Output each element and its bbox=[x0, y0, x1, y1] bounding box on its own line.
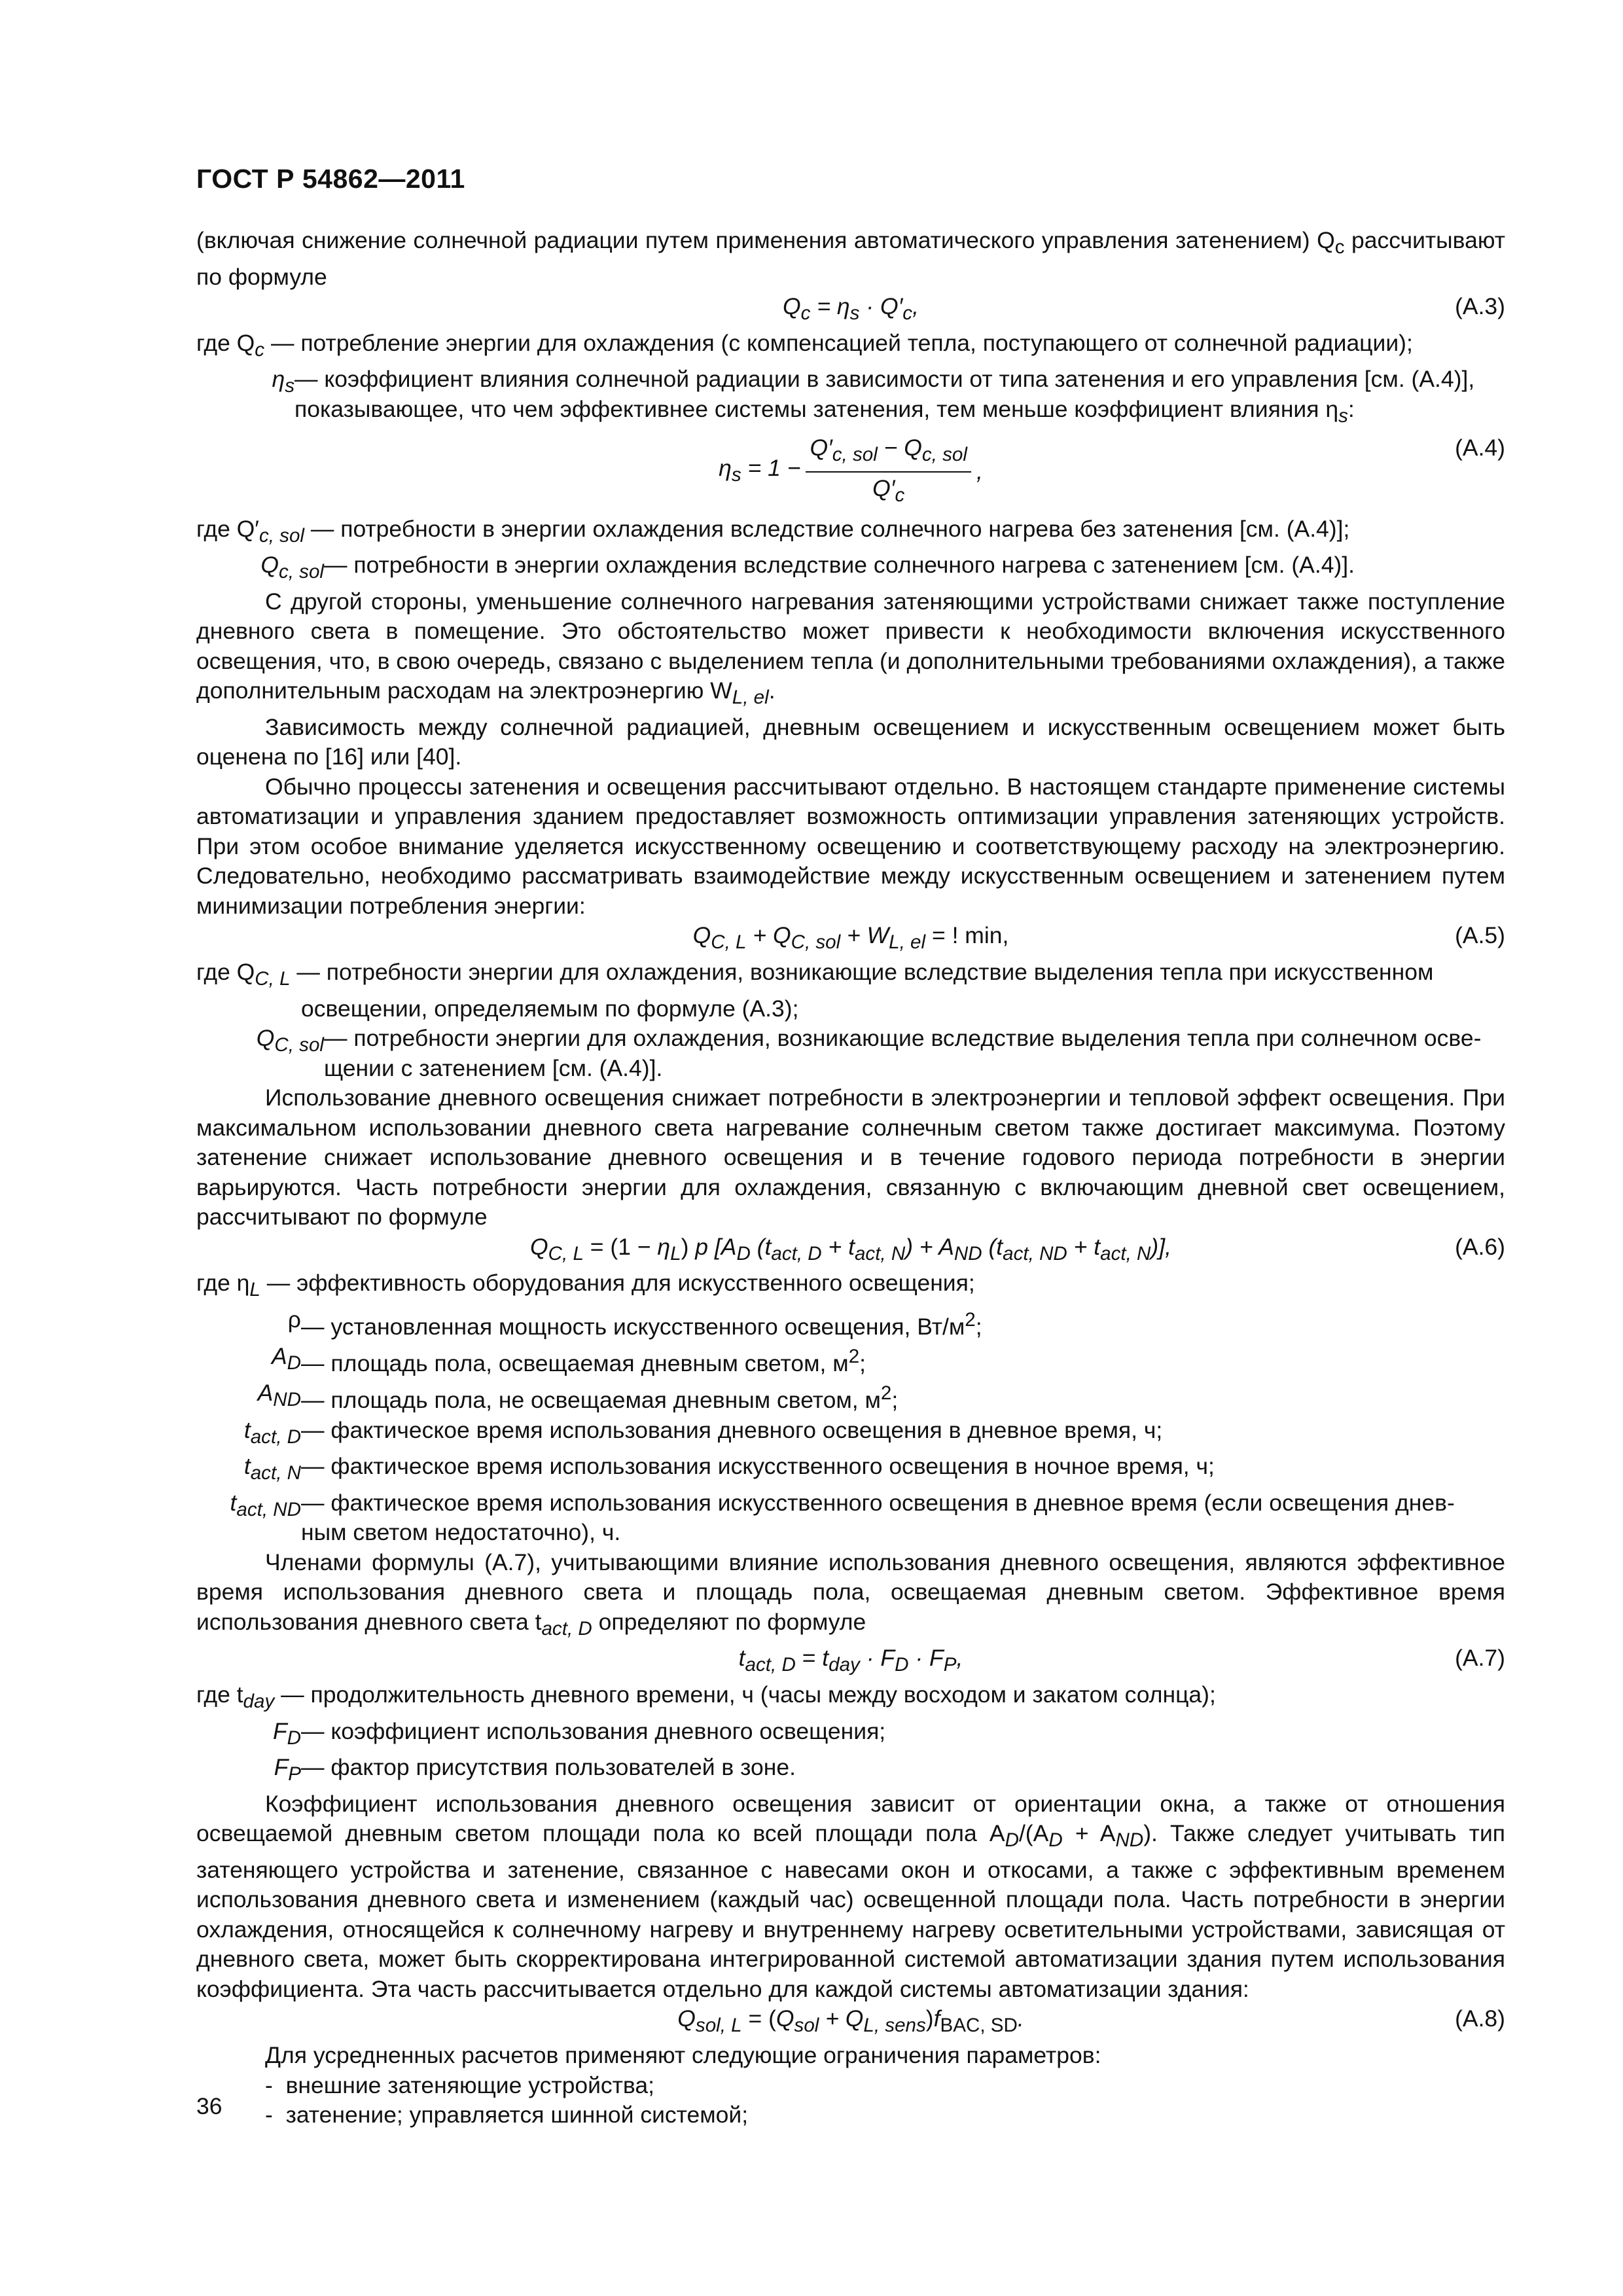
definition: где $Q_{C, L}$ — потребности энергии для охлаждения, возникающие вследствие выделения тепла при искусственном освещении, определяемым по формуле (А.3); bbox=[196, 958, 1434, 1022]
formula-a3: $Q_c = \eta_s \cdot Q'_c$, (А.3) bbox=[783, 293, 1505, 325]
formula-a6: $Q_{C, L} = (1 - \eta_L)$ p [$A_D$ $(t_{act, D} + t_{act, N}) + A_{ND}$ $(t_{act, ND} + t_{act, N})$], (А.6) bbox=[530, 1233, 1505, 1265]
definition: где $t_{day}$ — продолжительность дневного времени, ч (часы между восходом и закатом солнца); bbox=[196, 1681, 1216, 1713]
paragraph: Обычно процессы затенения и освещения рассчитывают отдельно. В настоящем стандарте применение системы автоматизации и управления зданием предоставляет возможность оптимизации управления затеняющих устройств. При этом особое внимание уделяется искусственному освещению и соответствующему расходу на электроэнергию. Следовательно, необходимо рассматривать взаимодействие между искусственным освещением и затенением путем минимизации потребления энергии: bbox=[196, 773, 1505, 919]
definition: $t_{act, N}$ — фактическое время использования искусственного освещения в ночное время, ч; bbox=[243, 1453, 1215, 1484]
definition: $\eta_s$ — коэффициент влияния солнечной радиации в зависимости от типа затенения и его управления [см. (А.4)], показывающее, что чем эффективнее системы затенения, тем меньше коэффициент влияния $\eta_s$: bbox=[272, 366, 1475, 427]
paragraph: Зависимость между солнечной радиацией, дневным освещением и искусственным освещением может быть оценена по [16] или [40]. bbox=[196, 713, 1505, 770]
definition: $F_D$ — коэффициент использования дневного освещения; bbox=[272, 1717, 886, 1749]
definition: где $\eta_L$ — эффективность оборудования для искусственного освещения; bbox=[196, 1270, 975, 1301]
page-number: 36 bbox=[196, 2093, 223, 2119]
equation-number: (А.6) bbox=[1455, 1233, 1505, 1260]
equation-number: (А.8) bbox=[1455, 2005, 1505, 2032]
formula-a8: $Q_{sol, L} = (Q_{sol} + Q_{L, sens})f_{BAC, SD}$. (А.8) bbox=[677, 2005, 1505, 2037]
definition: где $Q'_{c, sol}$ — потребности в энергии охлаждения вследствие солнечного нагрева без затенения [см. (А.4)]; bbox=[196, 515, 1350, 547]
paragraph: (включая снижение солнечной радиации путем применения автоматического управления затенением) $Q_c$ рассчитывают по формуле bbox=[196, 227, 1505, 290]
list-item: - внешние затеняющие устройства; bbox=[265, 2072, 654, 2098]
definition: где $Q_c$ — потребление энергии для охлаждения (с компенсацией тепла, поступающего от солнечной радиации); bbox=[196, 329, 1413, 361]
equation-number: (А.7) bbox=[1455, 1645, 1505, 1672]
paragraph: Для усредненных расчетов применяют следующие ограничения параметров: bbox=[265, 2042, 1101, 2069]
paragraph: Коэффициент использования дневного освещения зависит от ориентации окна, а также от отношения освещаемой дневным светом площади пола ко всей площади пола $A_D/(A_D + A_{ND})$. Также следует учитывать тип затеняющего устройства и затенение, связанное с навесами окон и откосами, а также с эффективным временем использования дневного света и изменением (каждый час) освещенной площади пола. Часть потребности в энергии охлаждения, относящейся к солнечному нагреву и внутреннему нагреву осветительными устройствами, зависящая от дневного света, может быть скорректирована интегрированной системой автоматизации здания путем использования коэффициента. Эта часть рассчитывается отдельно для каждой системы автоматизации здания: bbox=[196, 1790, 1505, 2002]
definition: $A_{ND}$ — площадь пола, не освещаемая дневным светом, $м^2$; bbox=[257, 1380, 899, 1414]
formula-a5: $Q_{C, L} + Q_{C, sol} + W_{L, el}$ = ! min, (А.5) bbox=[692, 922, 1505, 954]
equation-number: (А.3) bbox=[1455, 293, 1505, 320]
document-header: ГОСТ Р 54862—2011 bbox=[196, 164, 465, 194]
formula-a4: $\eta_s = 1$ − $\frac{Q'_{c, sol} - Q_{c, sol}}{Q'_c}$ , (А.4) bbox=[719, 435, 1505, 507]
constraints-list bbox=[196, 2071, 1505, 2130]
formula-a7: $t_{act, D} = t_{day} \cdot F_D \cdot F_P$, (А.7) bbox=[738, 1645, 1505, 1676]
paragraph: С другой стороны, уменьшение солнечного нагревания затеняющими устройствами снижает также поступление дневного света в помещение. Это обстоятельство может привести к необходимости включения искусственного освещения, что, в свою очередь, связано с выделением тепла (и дополнительными требованиями охлаждения), а также дополнительным расходам на электроэнергию $W_{L, el}$. bbox=[196, 588, 1505, 709]
definition: $Q_{C, sol}$ — потребности энергии для охлаждения, возникающие вследствие выделения тепла при солнечном осве- щении с затенением [см. (А.4)]. bbox=[256, 1025, 1482, 1081]
definition: $t_{act, D}$ — фактическое время использования дневного освещения в дневное время, ч; bbox=[243, 1416, 1163, 1448]
document-body bbox=[196, 226, 1505, 2130]
definition: $Q_{c, sol}$ — потребности в энергии охлаждения вследствие солнечного нагрева с затенением [см. (А.4)]. bbox=[260, 552, 1355, 583]
paragraph: Использование дневного освещения снижает потребности в электроэнергии и тепловой эффект освещения. При максимальном использовании дневного света нагревание солнечным светом также достигает максимума. Поэтому затенение снижает использование дневного освещения и в течение годового периода потребности в энергии варьируются. Часть потребности энергии для охлаждения, связанную с включающим дневной свет освещением, рассчитывают по формуле bbox=[196, 1085, 1505, 1230]
equation-number: (А.5) bbox=[1455, 922, 1505, 949]
definition: $A_D$ — площадь пола, освещаемая дневным светом, $м^2$; bbox=[271, 1343, 866, 1376]
definition: $t_{act, ND}$ — фактическое время использования искусственного освещения в дневное время (если освещения днев- ным светом недостаточно), ч. bbox=[230, 1489, 1455, 1546]
list-item: - затенение; управляется шинной системой; bbox=[265, 2102, 749, 2128]
equation-number: (А.4) bbox=[1455, 435, 1505, 461]
paragraph: Членами формулы (А.7), учитывающими влияние использования дневного освещения, являются эффективное время использования дневного света и площадь пола, освещаемая дневным светом. Эффективное время использования дневного света $t_{act, D}$ определяют по формуле bbox=[196, 1549, 1505, 1640]
definition: $F_P$ — фактор присутствия пользователей в зоне. bbox=[274, 1754, 796, 1785]
definition: ρ — установленная мощность искусственного освещения, $Вт/м^2$; bbox=[287, 1306, 982, 1340]
